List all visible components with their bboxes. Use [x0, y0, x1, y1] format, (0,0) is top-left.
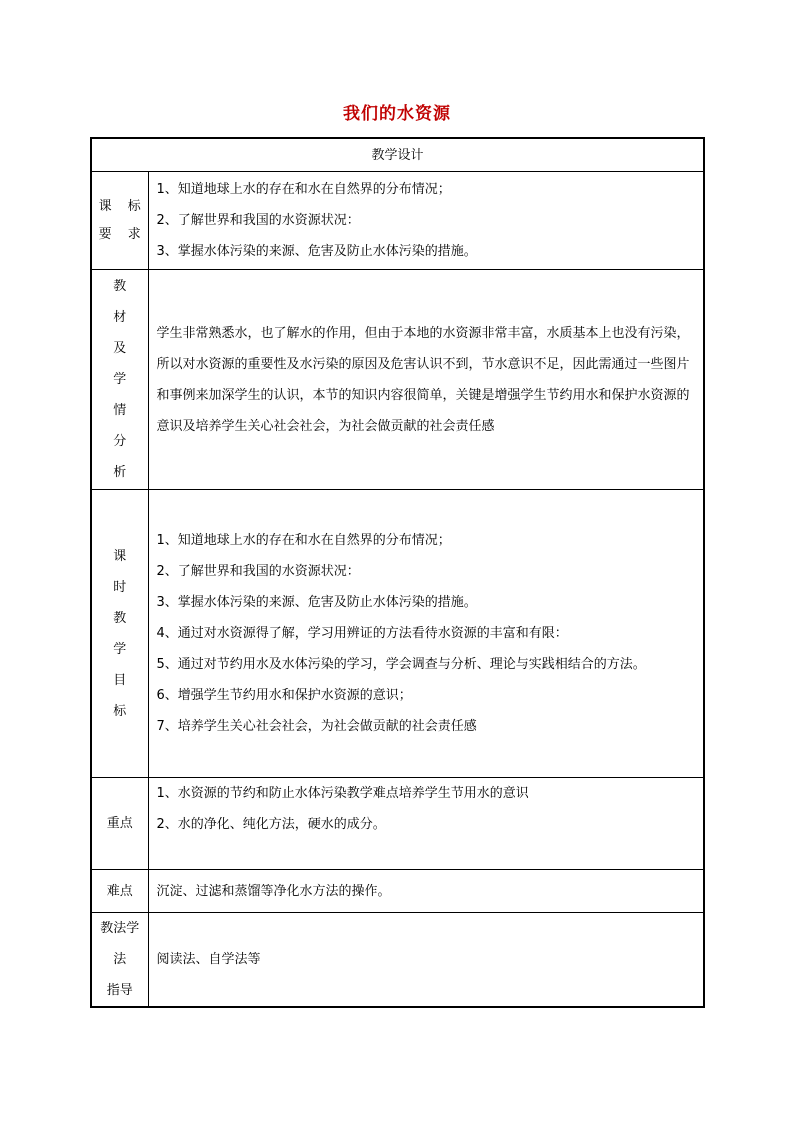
header-row: [91, 138, 704, 172]
standards-item: 2、了解世界和我国的水资源状况：: [156, 213, 360, 228]
objectives-label-char: 目: [113, 672, 127, 688]
key-points-label: 重点: [91, 778, 148, 870]
analysis-label-char: 分: [113, 434, 127, 449]
methods-label: [91, 913, 148, 1008]
key-point-item: 1、水资源的节约和防止水体污染教学难点培养学生节用水的意识: [156, 786, 529, 801]
table-header: 教学设计: [91, 138, 704, 172]
objectives-content: [148, 490, 704, 778]
key-points-row: [91, 778, 704, 870]
standards-label: [91, 172, 148, 270]
analysis-label-char: 材: [113, 310, 127, 325]
objectives-row: [91, 490, 704, 778]
objective-item: 1、知道地球上水的存在和水在自然界的分布情况；: [156, 533, 451, 548]
objective-item: 5、通过对节约用水及水体污染的学习，学会调查与分析、理论与实践相结合的方法。: [156, 657, 646, 672]
standards-label-line: 课 标: [98, 198, 147, 214]
analysis-paragraph: 学生非常熟悉水，也了解水的作用，但由于本地的水资源非常丰富，水质基本上也没有污染，所以对水资源的重要性及水污染的原因及危害认识不到，节水意识不足，因此需通过一些图片和事例来加深学生的认识，本节的知识内容很简单，关键是增强学生节约用水和保护水资源的意识及培养学生关心社会社会，为社会做贡献的社会责任感: [156, 325, 690, 434]
difficulties-label: 难点: [91, 870, 148, 913]
page-title: 我们的水资源: [343, 104, 451, 124]
methods-content: 阅读法、自学法等: [148, 913, 704, 1008]
objectives-label: [91, 490, 148, 778]
objectives-label-char: 时: [113, 579, 127, 595]
analysis-label-char: 析: [113, 465, 127, 480]
standards-item: 3、掌握水体污染的来源、危害及防止水体污染的措施。: [156, 244, 477, 259]
standards-item: 1、知道地球上水的存在和水在自然界的分布情况；: [156, 182, 451, 197]
objective-item: 6、增强学生节约用水和保护水资源的意识；: [156, 688, 412, 703]
objective-item: 7、培养学生关心社会社会，为社会做贡献的社会责任感: [156, 719, 477, 734]
analysis-label-char: 教: [113, 279, 127, 294]
analysis-label-char: 情: [113, 403, 127, 418]
key-points-content: [148, 778, 704, 870]
analysis-content: [148, 270, 704, 490]
analysis-label-char: 学: [113, 372, 127, 387]
standards-label-line: 要 求: [98, 226, 147, 242]
objectives-label-char: 课: [113, 548, 127, 564]
methods-row: [91, 913, 704, 1008]
standards-row: [91, 172, 704, 270]
difficulties-row: [91, 870, 704, 913]
methods-label-line: 教法学: [100, 921, 140, 936]
objective-item: 2、了解世界和我国的水资源状况：: [156, 564, 360, 579]
objective-item: 3、掌握水体污染的来源、危害及防止水体污染的措施。: [156, 595, 477, 610]
objectives-label-char: 标: [113, 703, 127, 719]
lesson-plan-table: [90, 137, 705, 1008]
analysis-row: [91, 270, 704, 490]
objective-item: 4、通过对水资源得了解，学习用辨证的方法看待水资源的丰富和有限：: [156, 626, 568, 641]
difficulties-content: 沉淀、过滤和蒸馏等净化水方法的操作。: [148, 870, 704, 913]
methods-label-line: 法: [113, 952, 127, 967]
objectives-label-char: 教: [113, 610, 127, 626]
standards-content: [148, 172, 704, 270]
methods-label-line: 指导: [106, 983, 133, 998]
analysis-label-char: 及: [113, 341, 127, 356]
key-point-item: 2、水的净化、纯化方法，硬水的成分。: [156, 817, 386, 832]
objectives-label-char: 学: [113, 641, 127, 657]
analysis-label: [91, 270, 148, 490]
